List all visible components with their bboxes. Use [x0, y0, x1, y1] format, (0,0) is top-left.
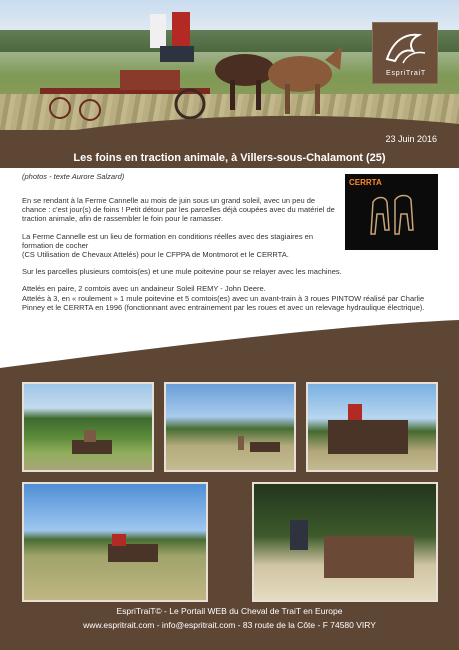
horse-logo-icon [383, 29, 429, 67]
logo-text: EspriTraiT [385, 70, 427, 77]
article-date: 23 Juin 2016 [385, 134, 437, 144]
espritrait-logo [372, 22, 438, 84]
article-title: Les foins en traction animale, à Villers-sous-Chalamont (25) [73, 152, 386, 164]
footer-contact[interactable]: www.espritrait.com - info@espritrait.com - 83 route de la Côte - F 74580 VIRY [83, 620, 376, 630]
paragraph-5: Attelés à 3, en « roulement » 1 mule poitevine et 5 comtois(es) avec un avant-train à 3 roues PINTOW réalisé par Charlie Pinney et le CERRTA en 1996 (fonctionnant avec entrainement par les roues et avec un relevage hydraulique électrique). [22, 293, 425, 312]
paragraph-1: En se rendant à la Ferme Cannelle au mois de juin sous un grand soleil, avec un peu de chance : c'est jour(s) de foins ! Petit détour par les parcelles déjà coupées avec du matériel de traction animale, afin de rassembler le foin pour le ramasser. [22, 196, 335, 224]
draft-horses-icon [363, 190, 423, 246]
gallery-photo-2[interactable] [164, 382, 296, 472]
paragraph-2 [22, 232, 340, 260]
photo-subject [72, 440, 112, 454]
photo-subject [84, 430, 96, 442]
footer-tagline: EspriTraiT© - Le Portail WEB du Cheval de TraiT en Europe [116, 606, 343, 616]
photo-credit: (photos - texte Aurore Salzard) [22, 172, 125, 181]
cerrta-title: CERRTA [349, 178, 382, 187]
paragraph-2-line-2: (CS Utilisation de Chevaux Attelés) pour le CFPPA de Montmorot et le CERRTA. [22, 250, 289, 260]
photo-subject [290, 520, 308, 550]
photo-subject [348, 404, 362, 420]
photo-subject [324, 536, 414, 578]
cerrta-logo [345, 174, 438, 250]
photo-subject [112, 534, 126, 546]
gallery-photo-3[interactable] [306, 382, 438, 472]
gallery-photo-5[interactable] [252, 482, 438, 602]
paragraph-4: Attelés en paire, 2 comtois avec un andaineur Soleil REMY - John Deere. [22, 284, 266, 294]
gallery-photo-1[interactable] [22, 382, 154, 472]
photo-subject [328, 420, 408, 454]
article-body [22, 196, 425, 320]
paragraph-2-line-1: La Ferme Cannelle est un lieu de formation en conditions réelles avec des stagiaires en formation de cocher [22, 231, 313, 250]
paragraph-3: Sur les parcelles plusieurs comtois(es) et une mule poitevine pour se relayer avec les machines. [22, 267, 342, 277]
photo-subject [250, 442, 280, 452]
gallery-photo-4[interactable] [22, 482, 208, 602]
photo-subject [238, 436, 244, 450]
photo-subject [108, 544, 158, 562]
